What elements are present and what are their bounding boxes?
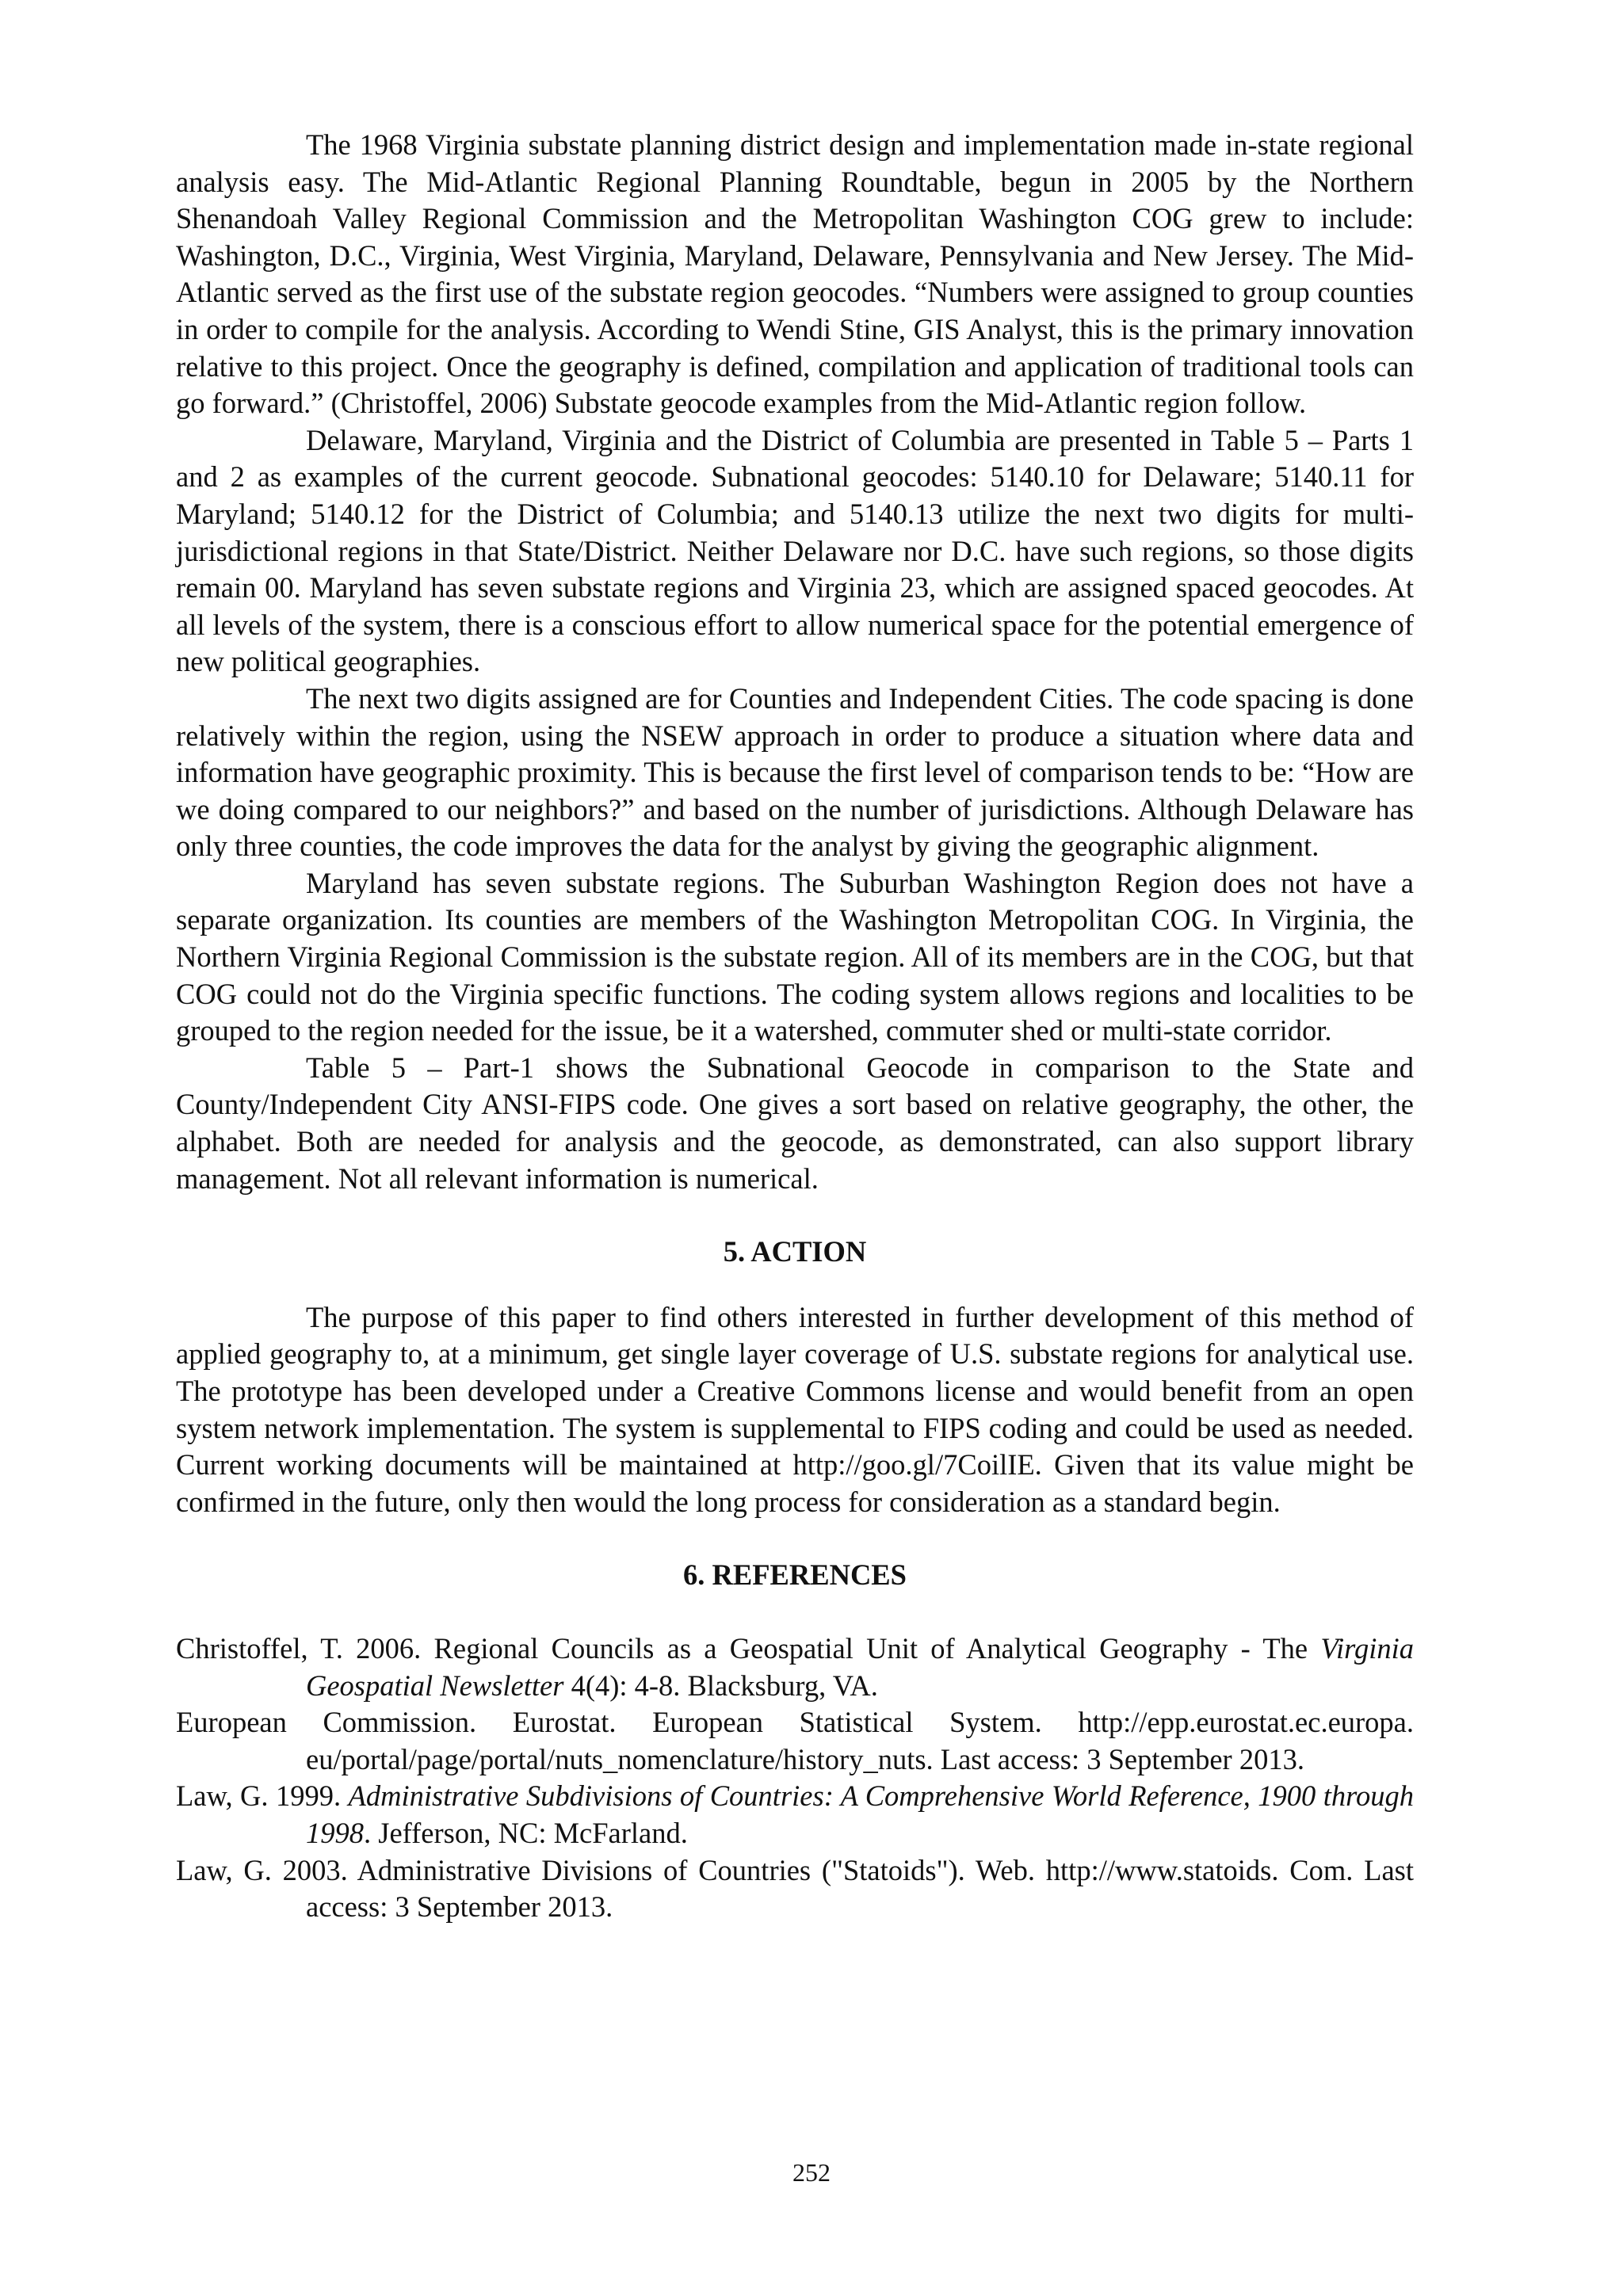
body-paragraph: Maryland has seven substate regions. The Suburban Washington Region does not have a separate organization. Its counties are members of the Washington Metropolitan COG. In Virginia, the Northern Virginia Regional Commission is the substate region. All of its members are in the COG, but that COG could not do the Virginia specific functions. The coding system allows regions and localities to be grouped to the region needed for the issue, be it a watershed, commuter shed or multi-state corridor. [176,866,1414,1047]
section-heading-references: 6. REFERENCES [683,1558,907,1592]
body-paragraph: The next two digits assigned are for Counties and Independent Cities. The code spacing is done relatively within the region, using the NSEW approach in order to produce a situation where data and information have geographic proximity. This is because the first level of comparison tends to be: “How are we doing compared to our neighbors?” and based on the number of jurisdictions. Although Delaware has only three counties, the code improves the data for the analyst by giving the geographic alignment. [176,681,1414,863]
body-paragraph: The 1968 Virginia substate planning district design and implementation made in-state regional analysis easy. The Mid-Atlantic Regional Planning Roundtable, begun in 2005 by the Northern Shenandoah Valley Regional Commission and the Metropolitan Washington COG grew to include: Washington, D.C., Virginia, West Virginia, Maryland, Delaware, Pennsylvania and New Jersey. The Mid-Atlantic served as the first use of the substate region geocodes. “Numbers were assigned to group counties in order to compile for the analysis. According to Wendi Stine, GIS Analyst, this is the primary innovation relative to this project. Once the geography is defined, compilation and application of traditional tools can go forward.” (Christoffel, 2006) Substate geocode examples from the Mid-Atlantic region follow. [176,128,1414,420]
reference-text: . Jefferson, NC: McFarland. [364,1816,688,1849]
body-paragraph: Delaware, Maryland, Virginia and the District of Columbia are presented in Table 5 – Parts 1 and 2 as examples of the current geocode. Subnational geocodes: 5140.10 for Delaware; 5140.11 for Maryland; 5140.12 for the District of Columbia; and 5140.13 utilize the next two digits for multi-jurisdictional regions in that State/District. Neither Delaware nor D.C. have such regions, so those digits remain 00. Maryland has seven substate regions and Virginia 23, which are assigned spaced geocodes. At all levels of the system, there is a conscious effort to allow numerical space for the potential emergence of new political geographies. [176,423,1414,678]
reference-item [176,1778,1414,1852]
section-heading-action: 5. ACTION [723,1235,867,1268]
reference-item [176,1852,1414,1926]
reference-text: Law, G. 1999. [176,1779,349,1813]
reference-item [176,1630,1414,1704]
reference-text: Christoffel, T. 2006. Regional Councils as a Geospatial Unit of Analytical Geography - The [176,1631,1321,1665]
reference-text: 4(4): 4-8. Blacksburg, VA. [563,1669,878,1702]
reference-text: European Commission. Eurostat. European Statistical System. http://epp.eurostat.ec.europa. eu/portal/page/portal/nuts_nomenclature/history_nuts. Last access: 3 September 2013. [176,1706,1414,1775]
body-paragraph: Table 5 – Part-1 shows the Subnational Geocode in comparison to the State and County/Independent City ANSI-FIPS code. One gives a sort based on relative geography, the other, the alphabet. Both are needed for analysis and the geocode, as demonstrated, can also support library management. Not all relevant information is numerical. [176,1051,1414,1195]
reference-italic-title: Virginia Geospatial Newsletter [306,1631,1414,1702]
reference-item [176,1704,1414,1778]
action-paragraph: The purpose of this paper to find others interested in further development of this method of applied geography to, at a minimum, get single layer coverage of U.S. substate regions for analytical use. The prototype has been developed under a Creative Commons license and would benefit from an open system network implementation. The system is supplemental to FIPS coding and could be used as needed. Current working documents will be maintained at http://goo.gl/7CoilIE. Given that its value might be confirmed in the future, only then would the long process for consideration as a standard begin. [176,1300,1414,1518]
page-content [176,127,1414,1926]
reference-italic-title: Administrative Subdivisions of Countries: A Comprehensive World Reference, 1900 through 1998 [306,1779,1414,1849]
reference-text: Law, G. 2003. Administrative Divisions of Countries ("Statoids"). Web. http://www.statoids. Com. Last access: 3 September 2013. [176,1853,1414,1924]
page-number: 252 [792,2158,831,2187]
references-list [176,1630,1414,1926]
